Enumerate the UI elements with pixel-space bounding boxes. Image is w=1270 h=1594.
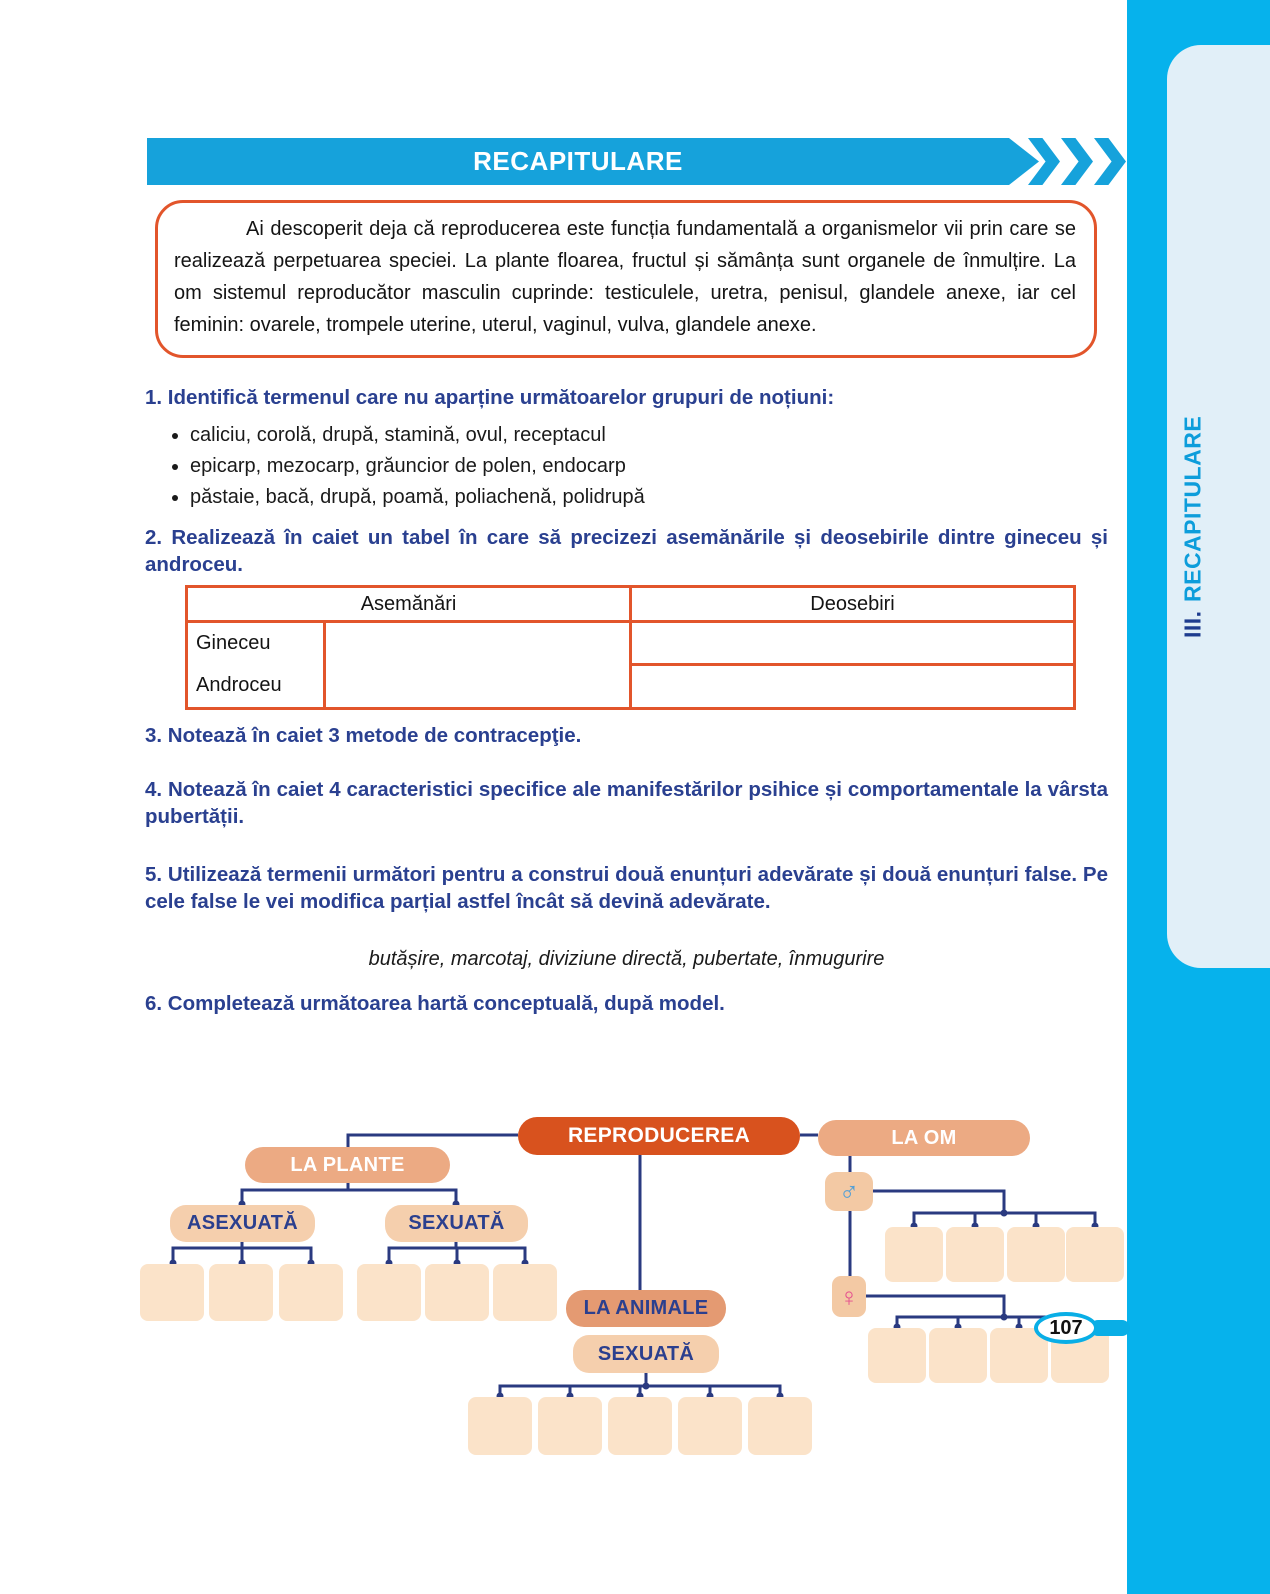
empty-concept-box [209, 1264, 273, 1321]
table-row [187, 665, 1075, 709]
empty-concept-box [678, 1397, 742, 1455]
chapter-title: RECAPITULARE [1179, 416, 1206, 603]
empty-concept-box [748, 1397, 812, 1455]
column-header-deosebiri: Deosebiri [631, 587, 1075, 622]
chevron-right-icon [1094, 138, 1126, 185]
intro-summary-box [155, 200, 1097, 358]
table-header-row [187, 587, 1075, 622]
term-group: • caliciu, corolă, drupă, stamină, ovul, receptacul [190, 420, 1090, 451]
exercise-5-term-list: butășire, marcotaj, diviziune directă, pubertate, înmugurire [368, 948, 885, 970]
empty-concept-box [946, 1227, 1004, 1282]
map-node-sexuata-plante: SEXUATĂ [385, 1205, 528, 1242]
empty-concept-box [885, 1227, 943, 1282]
map-node-la-om: LA OM [818, 1120, 1030, 1156]
intro-text: Ai descoperit deja că reproducerea este funcția fundamentală a organismelor vii prin care se realizează perpetuarea speciei. La plante floarea, fructul și sămânța sunt organele de înmulțire. La om sistemul reproducător masculin cuprinde: testiculele, uretra, penisul, glandele anexe, iar cel feminin: ovarele, trompele uterine, uterul, vaginul, vulva, glandele anexe. [174, 218, 1076, 336]
exercise-1-heading: 1. Identifică termenul care nu aparține următoarelor grupuri de noțiuni: [145, 386, 835, 409]
empty-concept-box [1066, 1227, 1124, 1282]
exercise-5-heading: 5. Utilizează termenii următori pentru a construi două enunțuri adevărate și două enunțuri false. Pe cele false le vei modifica parțial astfel încât să devină adevărate. [145, 863, 1108, 913]
exercise-4-heading: 4. Notează în caiet 4 caracteristici specifice ale manifestărilor psihice și comportamentale la vârsta pubertății. [145, 778, 1108, 828]
chapter-number: III. [1179, 610, 1206, 638]
map-node-sexuata-animale: SEXUATĂ [573, 1335, 719, 1373]
column-header-asemanari: Asemănări [187, 587, 631, 622]
map-node-asexuata: ASEXUATĂ [170, 1205, 315, 1242]
empty-cell-asemanari [325, 622, 631, 709]
empty-concept-box [538, 1397, 602, 1455]
chevron-right-icon [1061, 138, 1093, 185]
term-group: • epicarp, mezocarp, grăuncior de polen, endocarp [190, 451, 1090, 482]
map-node-la-animale: LA ANIMALE [566, 1290, 726, 1327]
row-label-androceu: Androceu [187, 665, 325, 709]
empty-concept-box [425, 1264, 489, 1321]
map-node-la-plante: LA PLANTE [245, 1147, 450, 1183]
empty-concept-box [279, 1264, 343, 1321]
empty-concept-box [140, 1264, 204, 1321]
exercise-3-heading: 3. Notează în caiet 3 metode de contracepţie. [145, 724, 582, 747]
empty-concept-box [608, 1397, 672, 1455]
empty-cell-deosebiri [631, 622, 1075, 665]
male-symbol-icon: ♂ [825, 1172, 873, 1211]
exercise-6-heading: 6. Completează următoarea hartă conceptuală, după model. [145, 992, 725, 1015]
empty-concept-box [493, 1264, 557, 1321]
empty-concept-box [868, 1328, 926, 1383]
chapter-sidebar-label [1176, 392, 1210, 662]
female-symbol-icon: ♀ [832, 1276, 866, 1317]
page-number: 107 [1034, 1312, 1098, 1344]
row-label-gineceu: Gineceu [187, 622, 325, 665]
empty-concept-box [357, 1264, 421, 1321]
term-group: • păstaie, bacă, drupă, poamă, poliachenă, polidrupă [190, 482, 1090, 513]
page-title: RECAPITULARE [473, 146, 683, 176]
table-row [187, 622, 1075, 665]
exercise-1-term-list [170, 420, 1090, 513]
map-node-reproducerea: REPRODUCEREA [518, 1117, 800, 1155]
empty-concept-box [1007, 1227, 1065, 1282]
empty-concept-box [468, 1397, 532, 1455]
section-header-banner [147, 138, 1009, 185]
empty-cell-deosebiri [631, 665, 1075, 709]
empty-concept-box [929, 1328, 987, 1383]
exercise-2-heading: 2. Realizează în caiet un tabel în care să precizezi asemănările și deosebirile dintre gineceu și androceu. [145, 526, 1108, 576]
comparison-table [185, 585, 1076, 710]
